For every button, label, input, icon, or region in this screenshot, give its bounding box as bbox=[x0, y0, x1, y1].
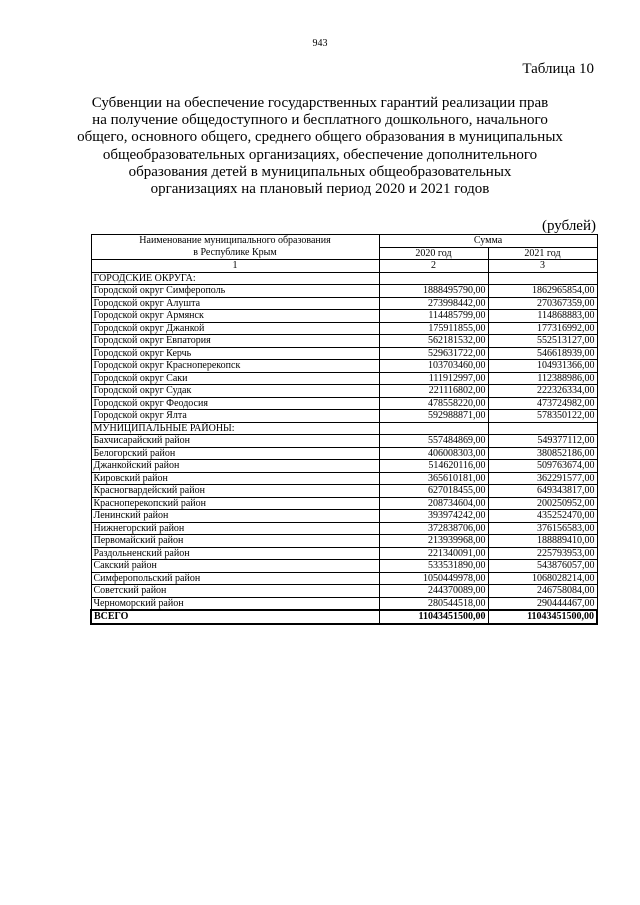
table-row bbox=[91, 597, 597, 610]
municipality-name: Городской округ Алушта bbox=[91, 297, 379, 310]
section-label-urban: ГОРОДСКИЕ ОКРУГА: bbox=[91, 272, 379, 285]
page-number: 943 bbox=[312, 38, 328, 49]
table-row bbox=[91, 547, 597, 560]
municipality-name: Городской округ Феодосия bbox=[91, 397, 379, 410]
section-label-districts: МУНИЦИПАЛЬНЫЕ РАЙОНЫ: bbox=[91, 422, 379, 435]
amount-2020: 1888495790,00 bbox=[379, 285, 488, 298]
subventions-table bbox=[90, 234, 598, 625]
municipality-name: Раздольненский район bbox=[91, 547, 379, 560]
table-row bbox=[91, 372, 597, 385]
title-line: общеобразовательных организациях, обеспечение дополнительного bbox=[102, 146, 538, 163]
table-row bbox=[91, 297, 597, 310]
amount-2021: 270367359,00 bbox=[488, 297, 597, 310]
municipality-name: Кировский район bbox=[91, 472, 379, 485]
municipality-name: Городской округ Судак bbox=[91, 385, 379, 398]
amount-2020: 529631722,00 bbox=[379, 347, 488, 360]
amount-2021: 104931366,00 bbox=[488, 360, 597, 373]
municipality-name: Городской округ Ялта bbox=[91, 410, 379, 423]
table-row bbox=[91, 435, 597, 448]
amount-2020: 103703460,00 bbox=[379, 360, 488, 373]
table-label: Таблица 10 bbox=[522, 61, 594, 77]
column-index: 3 bbox=[488, 260, 597, 273]
table-cell bbox=[379, 272, 488, 285]
table-row bbox=[91, 560, 597, 573]
total-2020: 11043451500,00 bbox=[379, 610, 488, 624]
municipality-name: Городской округ Евпатория bbox=[91, 335, 379, 348]
municipality-name: Городской округ Красноперекопск bbox=[91, 360, 379, 373]
amount-2021: 578350122,00 bbox=[488, 410, 597, 423]
table-row bbox=[91, 497, 597, 510]
table-row bbox=[91, 360, 597, 373]
municipality-name: Бахчисарайский район bbox=[91, 435, 379, 448]
amount-2021: 362291577,00 bbox=[488, 472, 597, 485]
table-cell bbox=[488, 272, 597, 285]
amount-2021: 188889410,00 bbox=[488, 535, 597, 548]
amount-2020: 280544518,00 bbox=[379, 597, 488, 610]
units-label: (рублей) bbox=[541, 218, 596, 234]
municipality-name: Черноморский район bbox=[91, 597, 379, 610]
table-row bbox=[91, 410, 597, 423]
amount-2021: 435252470,00 bbox=[488, 510, 597, 523]
title-line: на получение общедоступного и бесплатного дошкольного, начального bbox=[92, 112, 548, 129]
table-row bbox=[91, 285, 597, 298]
amount-2020: 244370089,00 bbox=[379, 585, 488, 598]
table-row bbox=[91, 472, 597, 485]
amount-2021: 552513127,00 bbox=[488, 335, 597, 348]
amount-2021: 290444467,00 bbox=[488, 597, 597, 610]
municipality-name: Белогорский район bbox=[91, 447, 379, 460]
municipality-name: Городской округ Армянск bbox=[91, 310, 379, 323]
amount-2020: 533531890,00 bbox=[379, 560, 488, 573]
municipality-name: Городской округ Симферополь bbox=[91, 285, 379, 298]
title-line: организациях на плановый период 2020 и 2021 годов bbox=[150, 181, 490, 198]
amount-2021: 649343817,00 bbox=[488, 485, 597, 498]
table-row bbox=[91, 310, 597, 323]
municipality-name: Советский район bbox=[91, 585, 379, 598]
table-row bbox=[91, 385, 597, 398]
municipality-name: Симферопольский район bbox=[91, 572, 379, 585]
document-title bbox=[70, 95, 570, 198]
table-cell bbox=[379, 422, 488, 435]
table-row bbox=[91, 335, 597, 348]
column-index: 2 bbox=[379, 260, 488, 273]
amount-2020: 406008303,00 bbox=[379, 447, 488, 460]
amount-2020: 175911855,00 bbox=[379, 322, 488, 335]
amount-2021: 177316992,00 bbox=[488, 322, 597, 335]
amount-2021: 473724982,00 bbox=[488, 397, 597, 410]
municipality-name: Джанкойский район bbox=[91, 460, 379, 473]
title-line: Субвенции на обеспечение государственных гарантий реализации прав bbox=[91, 95, 549, 111]
amount-2021: 509763674,00 bbox=[488, 460, 597, 473]
municipality-name: Красногвардейский район bbox=[91, 485, 379, 498]
amount-2020: 221340091,00 bbox=[379, 547, 488, 560]
table-row bbox=[91, 572, 597, 585]
amount-2021: 546618939,00 bbox=[488, 347, 597, 360]
section-row bbox=[91, 422, 597, 435]
table-row bbox=[91, 347, 597, 360]
amount-2021: 225793953,00 bbox=[488, 547, 597, 560]
municipality-name: Ленинский район bbox=[91, 510, 379, 523]
amount-2020: 1050449978,00 bbox=[379, 572, 488, 585]
amount-2020: 393974242,00 bbox=[379, 510, 488, 523]
amount-2020: 562181532,00 bbox=[379, 335, 488, 348]
municipality-name: Городской округ Саки bbox=[91, 372, 379, 385]
amount-2021: 222326334,00 bbox=[488, 385, 597, 398]
amount-2020: 627018455,00 bbox=[379, 485, 488, 498]
table-row bbox=[91, 447, 597, 460]
municipality-name: Нижнегорский район bbox=[91, 522, 379, 535]
municipality-name: Первомайский район bbox=[91, 535, 379, 548]
amount-2020: 372838706,00 bbox=[379, 522, 488, 535]
amount-2021: 1862965854,00 bbox=[488, 285, 597, 298]
table-cell bbox=[488, 422, 597, 435]
municipality-name: Красноперекопский район bbox=[91, 497, 379, 510]
column-index: 1 bbox=[91, 260, 379, 273]
municipality-name: Городской округ Керчь bbox=[91, 347, 379, 360]
column-header-sum: Сумма bbox=[379, 235, 597, 248]
amount-2021: 114868883,00 bbox=[488, 310, 597, 323]
amount-2020: 114485799,00 bbox=[379, 310, 488, 323]
title-line: образования детей в муниципальных общеобразовательных bbox=[128, 163, 512, 180]
amount-2020: 221116802,00 bbox=[379, 385, 488, 398]
table-row bbox=[91, 322, 597, 335]
table-row bbox=[91, 485, 597, 498]
amount-2020: 208734604,00 bbox=[379, 497, 488, 510]
municipality-name: Городской округ Джанкой bbox=[91, 322, 379, 335]
table-row bbox=[91, 522, 597, 535]
section-row bbox=[91, 272, 597, 285]
amount-2021: 543876057,00 bbox=[488, 560, 597, 573]
column-header-2020: 2020 год bbox=[379, 247, 488, 260]
amount-2020: 557484869,00 bbox=[379, 435, 488, 448]
total-label: ВСЕГО bbox=[91, 610, 379, 624]
title-line: общего, основного общего, среднего общего образования в муниципальных bbox=[77, 129, 563, 146]
amount-2020: 111912997,00 bbox=[379, 372, 488, 385]
amount-2021: 376156583,00 bbox=[488, 522, 597, 535]
amount-2021: 200250952,00 bbox=[488, 497, 597, 510]
amount-2020: 478558220,00 bbox=[379, 397, 488, 410]
header-name-line: Наименование муниципального образования bbox=[139, 235, 331, 246]
table-row bbox=[91, 510, 597, 523]
amount-2021: 112388986,00 bbox=[488, 372, 597, 385]
header-name-line: в Республике Крым bbox=[193, 247, 277, 258]
total-row bbox=[91, 610, 597, 624]
table-row bbox=[91, 535, 597, 548]
amount-2020: 514620116,00 bbox=[379, 460, 488, 473]
amount-2021: 380852186,00 bbox=[488, 447, 597, 460]
amount-2021: 246758084,00 bbox=[488, 585, 597, 598]
municipality-name: Сакский район bbox=[91, 560, 379, 573]
amount-2020: 273998442,00 bbox=[379, 297, 488, 310]
amount-2020: 365610181,00 bbox=[379, 472, 488, 485]
amount-2020: 213939968,00 bbox=[379, 535, 488, 548]
table-row bbox=[91, 585, 597, 598]
amount-2021: 549377112,00 bbox=[488, 435, 597, 448]
amount-2021: 1068028214,00 bbox=[488, 572, 597, 585]
column-header-name bbox=[91, 235, 379, 260]
table-row bbox=[91, 397, 597, 410]
column-header-2021: 2021 год bbox=[488, 247, 597, 260]
table-row bbox=[91, 460, 597, 473]
amount-2020: 592988871,00 bbox=[379, 410, 488, 423]
total-2021: 11043451500,00 bbox=[488, 610, 597, 624]
